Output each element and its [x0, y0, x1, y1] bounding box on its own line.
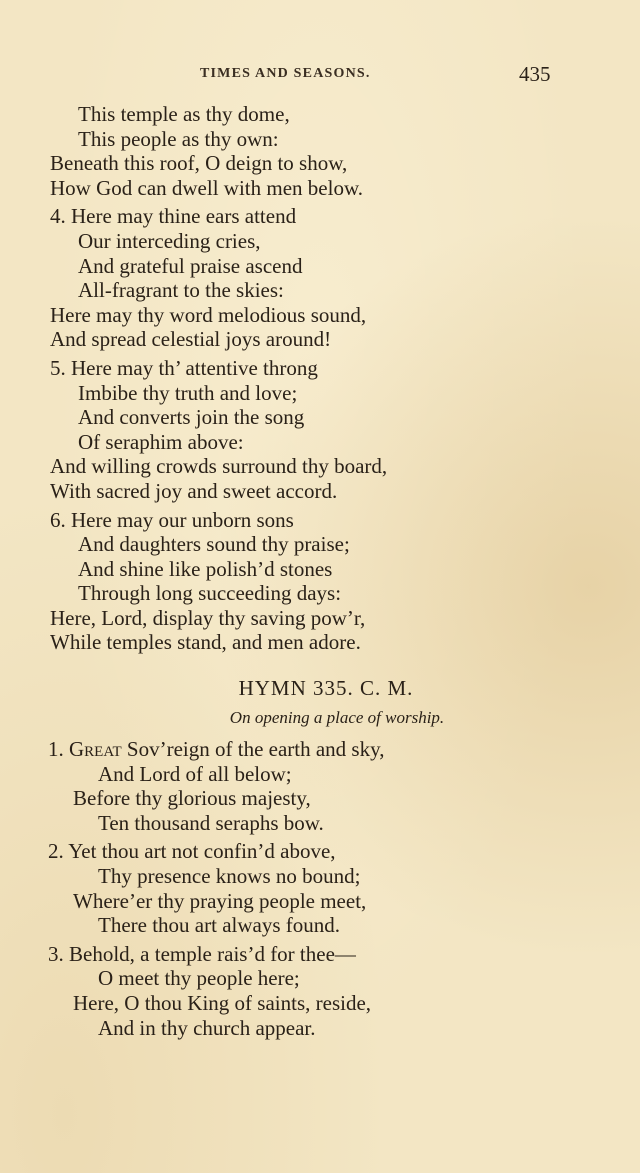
- stanza-4: [0, 204, 640, 352]
- verse-line: Where’er thy praying people meet,: [73, 888, 367, 913]
- verse-line: And spread celestial joys around!: [50, 327, 332, 352]
- verse-line: And daughters sound thy praise;: [78, 532, 350, 557]
- verse-line: Here, O thou King of saints, reside,: [73, 991, 372, 1015]
- verse-text: Behold, a temple rais’d for thee—: [69, 941, 356, 966]
- running-head: [0, 62, 640, 90]
- verse-line: This temple as thy dome,: [78, 102, 290, 126]
- stanza-number: 4.: [50, 204, 66, 229]
- stanza-1: [0, 737, 640, 835]
- verse-line: There thou art always found.: [98, 913, 341, 938]
- hymn-text: [0, 102, 640, 1044]
- verse-line: Through long succeeding days:: [78, 581, 342, 606]
- verse-line: And in thy church appear.: [98, 1015, 316, 1040]
- hymn-occasion: On opening a place of worship.: [229, 708, 445, 728]
- verse-line: Of seraphim above:: [78, 429, 244, 454]
- stanza-6: [0, 508, 640, 656]
- stanza-number: 6.: [50, 507, 66, 532]
- verse-text: Here may our unborn sons: [71, 507, 294, 532]
- verse-line: [0, 737, 640, 762]
- verse-line: O meet thy people here;: [98, 966, 300, 991]
- stanza-number: 2.: [48, 839, 64, 864]
- verse-line: And shine like polish’d stones: [78, 556, 333, 581]
- stanza-number: 1.: [48, 737, 64, 762]
- verse-line: With sacred joy and sweet accord.: [50, 478, 338, 503]
- verse-line: Before thy glorious majesty,: [73, 786, 311, 811]
- verse-line: This people as thy own:: [78, 126, 279, 151]
- stanza-continuation: [0, 102, 640, 200]
- verse-line: How God can dwell with men below.: [50, 175, 363, 200]
- stanza-number: 5.: [50, 355, 66, 380]
- stanza-3: [0, 942, 640, 1040]
- verse-line: [0, 356, 640, 381]
- verse-line: Here, Lord, display thy saving pow’r,: [50, 605, 366, 630]
- running-title: TIMES AND SEASONS.: [200, 66, 371, 81]
- stanza-number: 3.: [48, 941, 64, 966]
- verse-line: [0, 204, 640, 229]
- stanza-5: [0, 356, 640, 504]
- verse-line: Beneath this roof, O deign to show,: [50, 151, 348, 176]
- verse-line: And grateful praise ascend: [78, 253, 303, 278]
- verse-text: Yet thou art not confin’d above,: [68, 839, 336, 864]
- verse-line: And willing crowds surround thy board,: [50, 454, 388, 479]
- stanza-2: [0, 839, 640, 937]
- verse-line: All-fragrant to the skies:: [78, 278, 284, 303]
- verse-line: And converts join the song: [78, 405, 305, 430]
- verse-text: Here may th’ attentive throng: [71, 355, 318, 380]
- hymn-title: HYMN 335. C. M.: [238, 676, 414, 701]
- verse-line: Here may thy word melodious sound,: [50, 302, 367, 327]
- verse-line: [0, 839, 640, 864]
- verse-line: While temples stand, and men adore.: [50, 630, 361, 655]
- page-number: 435: [519, 62, 551, 86]
- initial-word: Great: [69, 737, 122, 762]
- verse-line: Our interceding cries,: [78, 228, 261, 253]
- verse-text: Here may thine ears attend: [71, 204, 297, 229]
- verse-line: Thy presence knows no bound;: [98, 864, 361, 889]
- verse-line: And Lord of all below;: [98, 761, 292, 786]
- verse-text: Sov’reign of the earth and sky,: [121, 737, 385, 762]
- verse-line: Ten thousand seraphs bow.: [98, 810, 324, 835]
- verse-line: [0, 942, 640, 967]
- verse-line: [0, 508, 640, 533]
- verse-line: Imbibe thy truth and love;: [78, 380, 298, 405]
